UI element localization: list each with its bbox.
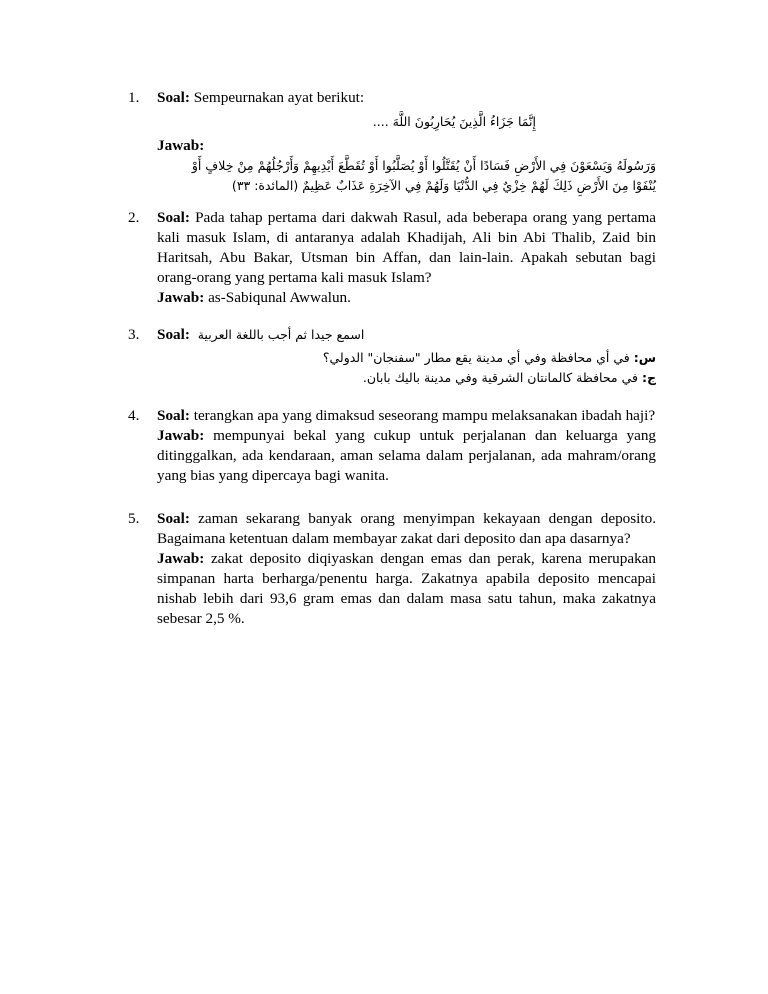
qa-question-label: س:	[633, 350, 656, 365]
soal-paragraph	[157, 509, 656, 549]
arabic-answer-line-2: يُنْفَوْا مِنَ الأَرْضِ ذَلِكَ لَهُمْ خِزْيٌ فِي الدُّنْيَا وَلَهُمْ فِي الآخِرَةِ عَذَابٌ عَظِيمٌ (المائدة: ٣٣)	[231, 178, 656, 193]
qa-answer-label: ج:	[641, 370, 656, 385]
arabic-answer-line-1: وَرَسُولَهُ وَيَسْعَوْنَ فِي الأَرْضِ فَسَادًا أَنْ يُقَتَّلُوا أَوْ يُصَلَّبُوا أَوْ تُقَطَّعَ أَيْدِيهِمْ وَأَرْجُلُهُمْ مِنْ خِلافٍ أَوْ	[191, 158, 656, 173]
arabic-prompt: إِنَّمَا جَزَاءُ الَّذِينَ يُحَارِبُونَ اللَّهَ ....	[372, 114, 536, 129]
soal-line	[157, 88, 656, 108]
soal-label: Soal:	[157, 510, 190, 527]
question-number: 4.	[128, 407, 140, 424]
jawab-paragraph	[157, 426, 656, 486]
soal-label: Soal:	[157, 326, 190, 343]
qa-question-text: في أي محافظة وفي أي مدينة يقع مطار "سفنجان" الدولي؟	[322, 350, 630, 365]
soal-arabic: اسمع جيدا ثم أجب باللغة العربية	[197, 327, 365, 342]
jawab-label: Jawab:	[157, 550, 205, 567]
soal-label: Soal:	[157, 209, 190, 226]
question-number: 2.	[128, 209, 140, 226]
question-3	[128, 325, 656, 388]
soal-text: terangkan apa yang dimaksud seseorang mampu melaksanakan ibadah haji?	[193, 407, 656, 424]
jawab-label: Jawab:	[157, 427, 205, 444]
question-1	[128, 88, 656, 196]
jawab-text: zakat deposito diqiyaskan dengan emas dan perak, karena merupakan simpanan harta berharga/penentu harga. Zakatnya apabila deposito mencapai nishab lebih dari 93,6 gram emas dan dalam masa satu tahun, maka zakatnya sebesar 2,5 %.	[157, 550, 656, 627]
jawab-label: Jawab:	[157, 137, 205, 154]
soal-text: zaman sekarang banyak orang menyimpan kekayaan dengan deposito. Bagaimana ketentuan dalam membayar zakat dari deposito dan apa dasarnya?	[157, 510, 656, 547]
qa-answer	[157, 368, 656, 388]
soal-text: Sempeurnakan ayat berikut:	[193, 89, 365, 106]
question-5	[128, 509, 656, 629]
question-number: 3.	[128, 326, 140, 343]
soal-label: Soal:	[157, 89, 190, 106]
soal-label: Soal:	[157, 407, 190, 424]
jawab-line	[157, 136, 656, 156]
jawab-label: Jawab:	[157, 289, 205, 306]
jawab-line	[157, 288, 656, 308]
soal-paragraph	[157, 406, 656, 426]
soal-text: Pada tahap pertama dari dakwah Rasul, ada beberapa orang yang pertama kali masuk Islam, di antaranya adalah Khadijah, Ali bin Abi Thalib, Zaid bin Haritsah, Abu Bakar, Utsman bin Affan, dan lain-lain. Apakah sebutan bagi orang-orang yang pertama kali masuk Islam?	[157, 209, 656, 286]
question-number: 5.	[128, 510, 140, 527]
soal-line	[157, 325, 656, 345]
question-number: 1.	[128, 89, 140, 106]
jawab-paragraph	[157, 549, 656, 629]
jawab-text: as-Sabiqunal Awwalun.	[208, 289, 351, 306]
question-4	[128, 406, 656, 486]
soal-paragraph	[157, 208, 656, 288]
question-2	[128, 208, 656, 308]
qa-question	[157, 348, 656, 368]
jawab-text: mempunyai bekal yang cukup untuk perjalanan dan keluarga yang ditinggalkan, ada kendaraan, aman selama dalam perjalanan, ada mahram/orang yang bias yang dipercaya bagi wanita.	[157, 427, 657, 484]
qa-answer-text: في محافظة كالمانتان الشرقية وفي مدينة باليك بابان.	[362, 370, 638, 385]
